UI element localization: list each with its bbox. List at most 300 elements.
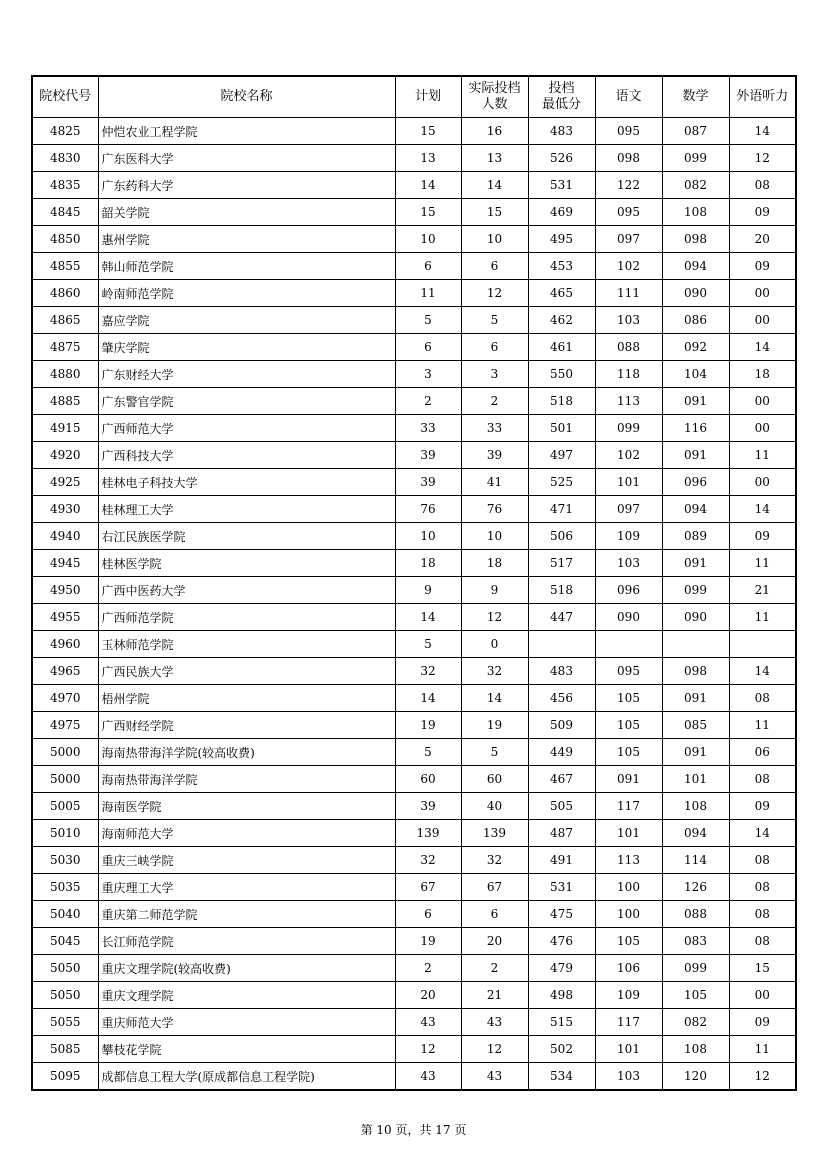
cell-school-code: 4830 [32, 145, 98, 172]
cell-school-code: 4835 [32, 172, 98, 199]
cell-min-score: 531 [528, 874, 595, 901]
cell-actual-count: 10 [461, 226, 528, 253]
cell-foreign-listening: 21 [729, 577, 796, 604]
cell-foreign-listening: 11 [729, 1036, 796, 1063]
cell-school-name: 广西中医药大学 [98, 577, 395, 604]
cell-foreign-listening: 14 [729, 496, 796, 523]
cell-foreign-listening: 00 [729, 469, 796, 496]
cell-min-score: 462 [528, 307, 595, 334]
cell-plan: 39 [395, 442, 461, 469]
cell-school-code: 4925 [32, 469, 98, 496]
cell-chinese: 103 [595, 1063, 662, 1091]
cell-school-code: 4860 [32, 280, 98, 307]
cell-min-score: 525 [528, 469, 595, 496]
cell-min-score: 461 [528, 334, 595, 361]
cell-chinese: 105 [595, 712, 662, 739]
cell-chinese: 095 [595, 199, 662, 226]
cell-chinese: 099 [595, 415, 662, 442]
cell-school-name: 重庆文理学院 [98, 982, 395, 1009]
cell-math: 098 [662, 226, 729, 253]
cell-school-code: 4930 [32, 496, 98, 523]
cell-school-name: 成都信息工程大学(原成都信息工程学院) [98, 1063, 395, 1091]
cell-math: 082 [662, 1009, 729, 1036]
table-row [32, 469, 796, 496]
table-row [32, 334, 796, 361]
cell-school-code: 4825 [32, 118, 98, 145]
cell-plan: 14 [395, 172, 461, 199]
cell-foreign-listening: 09 [729, 199, 796, 226]
cell-school-code: 4850 [32, 226, 98, 253]
table-row [32, 226, 796, 253]
cell-math: 098 [662, 658, 729, 685]
cell-school-name: 攀枝花学院 [98, 1036, 395, 1063]
cell-school-code: 4865 [32, 307, 98, 334]
cell-chinese: 105 [595, 928, 662, 955]
cell-chinese: 109 [595, 523, 662, 550]
table-row [32, 1036, 796, 1063]
cell-min-score: 518 [528, 388, 595, 415]
cell-actual-count: 14 [461, 172, 528, 199]
cell-actual-count: 20 [461, 928, 528, 955]
cell-min-score: 495 [528, 226, 595, 253]
cell-math: 094 [662, 820, 729, 847]
cell-school-name: 重庆理工大学 [98, 874, 395, 901]
cell-school-code: 5030 [32, 847, 98, 874]
cell-min-score [528, 631, 595, 658]
cell-actual-count: 21 [461, 982, 528, 1009]
cell-school-code: 5055 [32, 1009, 98, 1036]
cell-chinese: 100 [595, 874, 662, 901]
cell-min-score: 506 [528, 523, 595, 550]
table-row [32, 523, 796, 550]
cell-plan: 14 [395, 685, 461, 712]
cell-min-score: 479 [528, 955, 595, 982]
cell-plan: 67 [395, 874, 461, 901]
cell-foreign-listening: 08 [729, 847, 796, 874]
cell-min-score: 469 [528, 199, 595, 226]
cell-chinese: 098 [595, 145, 662, 172]
cell-school-code: 5000 [32, 739, 98, 766]
cell-foreign-listening: 15 [729, 955, 796, 982]
table-row [32, 928, 796, 955]
cell-school-code: 4920 [32, 442, 98, 469]
cell-foreign-listening: 08 [729, 172, 796, 199]
cell-plan: 5 [395, 307, 461, 334]
cell-chinese: 105 [595, 739, 662, 766]
cell-school-name: 岭南师范学院 [98, 280, 395, 307]
cell-school-name: 海南热带海洋学院 [98, 766, 395, 793]
cell-plan: 6 [395, 253, 461, 280]
cell-foreign-listening: 09 [729, 523, 796, 550]
cell-school-code: 5035 [32, 874, 98, 901]
cell-chinese: 100 [595, 901, 662, 928]
cell-school-name: 广西师范学院 [98, 604, 395, 631]
cell-school-name: 桂林医学院 [98, 550, 395, 577]
table-row [32, 874, 796, 901]
cell-actual-count: 5 [461, 307, 528, 334]
cell-actual-count: 39 [461, 442, 528, 469]
table-row [32, 118, 796, 145]
cell-min-score: 502 [528, 1036, 595, 1063]
cell-math: 091 [662, 685, 729, 712]
cell-school-name: 海南师范大学 [98, 820, 395, 847]
cell-actual-count: 0 [461, 631, 528, 658]
cell-school-code: 4975 [32, 712, 98, 739]
cell-math: 116 [662, 415, 729, 442]
cell-plan: 9 [395, 577, 461, 604]
cell-math: 096 [662, 469, 729, 496]
cell-school-code: 5040 [32, 901, 98, 928]
cell-math: 108 [662, 199, 729, 226]
cell-foreign-listening: 12 [729, 1063, 796, 1091]
cell-min-score: 526 [528, 145, 595, 172]
cell-actual-count: 14 [461, 685, 528, 712]
cell-foreign-listening: 11 [729, 712, 796, 739]
cell-actual-count: 6 [461, 253, 528, 280]
cell-chinese: 097 [595, 226, 662, 253]
cell-math [662, 631, 729, 658]
cell-min-score: 497 [528, 442, 595, 469]
cell-math: 083 [662, 928, 729, 955]
cell-min-score: 467 [528, 766, 595, 793]
cell-chinese: 113 [595, 388, 662, 415]
cell-actual-count: 60 [461, 766, 528, 793]
cell-actual-count: 67 [461, 874, 528, 901]
table-row [32, 550, 796, 577]
cell-chinese: 103 [595, 550, 662, 577]
cell-school-name: 广西师范大学 [98, 415, 395, 442]
cell-min-score: 465 [528, 280, 595, 307]
cell-school-name: 嘉应学院 [98, 307, 395, 334]
cell-plan: 19 [395, 712, 461, 739]
cell-actual-count: 32 [461, 847, 528, 874]
cell-plan: 3 [395, 361, 461, 388]
cell-chinese: 117 [595, 793, 662, 820]
cell-actual-count: 43 [461, 1063, 528, 1091]
cell-actual-count: 41 [461, 469, 528, 496]
cell-math: 091 [662, 388, 729, 415]
cell-school-code: 5000 [32, 766, 98, 793]
table-row [32, 442, 796, 469]
cell-math: 099 [662, 955, 729, 982]
cell-plan: 60 [395, 766, 461, 793]
cell-school-code: 5050 [32, 955, 98, 982]
cell-plan: 5 [395, 631, 461, 658]
cell-plan: 15 [395, 118, 461, 145]
cell-school-name: 韩山师范学院 [98, 253, 395, 280]
cell-math: 088 [662, 901, 729, 928]
cell-foreign-listening: 06 [729, 739, 796, 766]
cell-min-score: 550 [528, 361, 595, 388]
cell-actual-count: 6 [461, 901, 528, 928]
table-row [32, 307, 796, 334]
cell-plan: 12 [395, 1036, 461, 1063]
cell-school-code: 4880 [32, 361, 98, 388]
header-foreign-listening: 外语听力 [729, 76, 796, 118]
cell-chinese: 109 [595, 982, 662, 1009]
cell-school-code: 4855 [32, 253, 98, 280]
cell-plan: 11 [395, 280, 461, 307]
cell-school-name: 广东药科大学 [98, 172, 395, 199]
cell-school-code: 4960 [32, 631, 98, 658]
cell-plan: 18 [395, 550, 461, 577]
cell-foreign-listening: 08 [729, 766, 796, 793]
cell-foreign-listening: 00 [729, 415, 796, 442]
cell-math: 085 [662, 712, 729, 739]
cell-foreign-listening: 08 [729, 928, 796, 955]
cell-school-name: 长江师范学院 [98, 928, 395, 955]
cell-foreign-listening: 09 [729, 1009, 796, 1036]
table-row [32, 496, 796, 523]
cell-min-score: 475 [528, 901, 595, 928]
cell-school-name: 重庆师范大学 [98, 1009, 395, 1036]
cell-school-name: 广西财经学院 [98, 712, 395, 739]
cell-school-name: 仲恺农业工程学院 [98, 118, 395, 145]
cell-chinese: 122 [595, 172, 662, 199]
table-row [32, 793, 796, 820]
cell-min-score: 501 [528, 415, 595, 442]
table-row [32, 604, 796, 631]
cell-min-score: 534 [528, 1063, 595, 1091]
cell-school-code: 5085 [32, 1036, 98, 1063]
cell-math: 087 [662, 118, 729, 145]
cell-plan: 5 [395, 739, 461, 766]
cell-plan: 14 [395, 604, 461, 631]
cell-plan: 43 [395, 1063, 461, 1091]
cell-school-name: 广西民族大学 [98, 658, 395, 685]
cell-school-code: 4965 [32, 658, 98, 685]
cell-math: 091 [662, 442, 729, 469]
cell-min-score: 509 [528, 712, 595, 739]
cell-school-code: 4970 [32, 685, 98, 712]
cell-school-code: 4950 [32, 577, 98, 604]
table-row [32, 901, 796, 928]
cell-math: 090 [662, 604, 729, 631]
cell-min-score: 447 [528, 604, 595, 631]
cell-school-name: 海南热带海洋学院(较高收费) [98, 739, 395, 766]
cell-actual-count: 12 [461, 604, 528, 631]
cell-plan: 76 [395, 496, 461, 523]
cell-plan: 33 [395, 415, 461, 442]
cell-chinese: 097 [595, 496, 662, 523]
cell-min-score: 483 [528, 118, 595, 145]
cell-actual-count: 2 [461, 388, 528, 415]
cell-actual-count: 16 [461, 118, 528, 145]
table-row [32, 1009, 796, 1036]
cell-plan: 2 [395, 955, 461, 982]
table-row [32, 415, 796, 442]
cell-school-code: 5010 [32, 820, 98, 847]
cell-foreign-listening: 11 [729, 550, 796, 577]
cell-plan: 32 [395, 847, 461, 874]
cell-school-code: 5005 [32, 793, 98, 820]
cell-chinese: 095 [595, 658, 662, 685]
cell-math: 099 [662, 577, 729, 604]
cell-foreign-listening: 08 [729, 685, 796, 712]
cell-math: 104 [662, 361, 729, 388]
table-row [32, 658, 796, 685]
cell-min-score: 491 [528, 847, 595, 874]
cell-min-score: 476 [528, 928, 595, 955]
cell-school-name: 海南医学院 [98, 793, 395, 820]
cell-foreign-listening: 20 [729, 226, 796, 253]
header-school-code: 院校代号 [32, 76, 98, 118]
cell-school-name: 右江民族医学院 [98, 523, 395, 550]
cell-actual-count: 32 [461, 658, 528, 685]
cell-actual-count: 12 [461, 1036, 528, 1063]
cell-school-name: 广东医科大学 [98, 145, 395, 172]
cell-foreign-listening: 09 [729, 793, 796, 820]
cell-chinese: 101 [595, 820, 662, 847]
cell-foreign-listening: 18 [729, 361, 796, 388]
cell-plan: 2 [395, 388, 461, 415]
cell-math: 126 [662, 874, 729, 901]
header-row [32, 76, 796, 118]
admission-table [31, 75, 797, 1091]
cell-actual-count: 9 [461, 577, 528, 604]
cell-chinese: 088 [595, 334, 662, 361]
cell-school-code: 4940 [32, 523, 98, 550]
cell-chinese: 106 [595, 955, 662, 982]
cell-plan: 6 [395, 334, 461, 361]
cell-foreign-listening: 00 [729, 280, 796, 307]
table-row [32, 577, 796, 604]
cell-school-code: 5045 [32, 928, 98, 955]
cell-plan: 13 [395, 145, 461, 172]
cell-math: 101 [662, 766, 729, 793]
cell-min-score: 518 [528, 577, 595, 604]
cell-actual-count: 43 [461, 1009, 528, 1036]
cell-plan: 43 [395, 1009, 461, 1036]
cell-school-name: 肇庆学院 [98, 334, 395, 361]
cell-min-score: 515 [528, 1009, 595, 1036]
cell-min-score: 453 [528, 253, 595, 280]
cell-actual-count: 3 [461, 361, 528, 388]
header-school-name: 院校名称 [98, 76, 395, 118]
table-row [32, 253, 796, 280]
cell-math: 108 [662, 1036, 729, 1063]
table-row [32, 982, 796, 1009]
cell-school-code: 4955 [32, 604, 98, 631]
cell-school-name: 重庆三峡学院 [98, 847, 395, 874]
table-row [32, 172, 796, 199]
cell-actual-count: 19 [461, 712, 528, 739]
cell-chinese: 102 [595, 442, 662, 469]
table-row [32, 1063, 796, 1091]
cell-min-score: 449 [528, 739, 595, 766]
cell-chinese: 103 [595, 307, 662, 334]
cell-math: 091 [662, 739, 729, 766]
cell-actual-count: 13 [461, 145, 528, 172]
cell-school-name: 重庆第二师范学院 [98, 901, 395, 928]
header-plan: 计划 [395, 76, 461, 118]
cell-math: 114 [662, 847, 729, 874]
cell-foreign-listening: 14 [729, 820, 796, 847]
table-row [32, 955, 796, 982]
cell-actual-count: 76 [461, 496, 528, 523]
cell-min-score: 483 [528, 658, 595, 685]
cell-school-name: 重庆文理学院(较高收费) [98, 955, 395, 982]
table-row [32, 766, 796, 793]
table-row [32, 847, 796, 874]
cell-chinese: 101 [595, 469, 662, 496]
cell-school-code: 4875 [32, 334, 98, 361]
cell-actual-count: 6 [461, 334, 528, 361]
cell-actual-count: 5 [461, 739, 528, 766]
cell-plan: 39 [395, 793, 461, 820]
cell-foreign-listening: 14 [729, 118, 796, 145]
cell-foreign-listening: 00 [729, 388, 796, 415]
cell-math: 094 [662, 253, 729, 280]
cell-plan: 10 [395, 226, 461, 253]
table-row [32, 820, 796, 847]
cell-school-name: 韶关学院 [98, 199, 395, 226]
cell-plan: 139 [395, 820, 461, 847]
table-row [32, 631, 796, 658]
cell-actual-count: 139 [461, 820, 528, 847]
cell-min-score: 517 [528, 550, 595, 577]
page-footer: 第 10 页，共 17 页 [360, 1123, 467, 1137]
cell-school-code: 4945 [32, 550, 98, 577]
cell-actual-count: 18 [461, 550, 528, 577]
admission-table-container [31, 75, 797, 1091]
cell-foreign-listening: 11 [729, 604, 796, 631]
table-row [32, 712, 796, 739]
cell-foreign-listening [729, 631, 796, 658]
cell-chinese: 090 [595, 604, 662, 631]
cell-foreign-listening: 12 [729, 145, 796, 172]
cell-plan: 10 [395, 523, 461, 550]
header-min-score: 投档 最低分 [528, 76, 595, 118]
cell-min-score: 471 [528, 496, 595, 523]
cell-school-name: 桂林理工大学 [98, 496, 395, 523]
cell-foreign-listening: 14 [729, 658, 796, 685]
cell-chinese: 091 [595, 766, 662, 793]
table-row [32, 739, 796, 766]
cell-actual-count: 2 [461, 955, 528, 982]
cell-math: 092 [662, 334, 729, 361]
cell-math: 082 [662, 172, 729, 199]
cell-min-score: 531 [528, 172, 595, 199]
cell-math: 105 [662, 982, 729, 1009]
cell-school-code: 5050 [32, 982, 98, 1009]
cell-chinese [595, 631, 662, 658]
cell-chinese: 118 [595, 361, 662, 388]
cell-math: 108 [662, 793, 729, 820]
cell-chinese: 101 [595, 1036, 662, 1063]
table-row [32, 145, 796, 172]
table-row [32, 361, 796, 388]
cell-actual-count: 40 [461, 793, 528, 820]
cell-plan: 19 [395, 928, 461, 955]
cell-foreign-listening: 11 [729, 442, 796, 469]
table-row [32, 388, 796, 415]
cell-foreign-listening: 08 [729, 901, 796, 928]
cell-school-name: 桂林电子科技大学 [98, 469, 395, 496]
header-math: 数学 [662, 76, 729, 118]
cell-school-name: 玉林师范学院 [98, 631, 395, 658]
cell-chinese: 102 [595, 253, 662, 280]
cell-plan: 39 [395, 469, 461, 496]
table-row [32, 280, 796, 307]
cell-math: 094 [662, 496, 729, 523]
cell-min-score: 498 [528, 982, 595, 1009]
cell-actual-count: 12 [461, 280, 528, 307]
cell-min-score: 505 [528, 793, 595, 820]
cell-school-code: 4885 [32, 388, 98, 415]
cell-plan: 32 [395, 658, 461, 685]
cell-school-name: 梧州学院 [98, 685, 395, 712]
